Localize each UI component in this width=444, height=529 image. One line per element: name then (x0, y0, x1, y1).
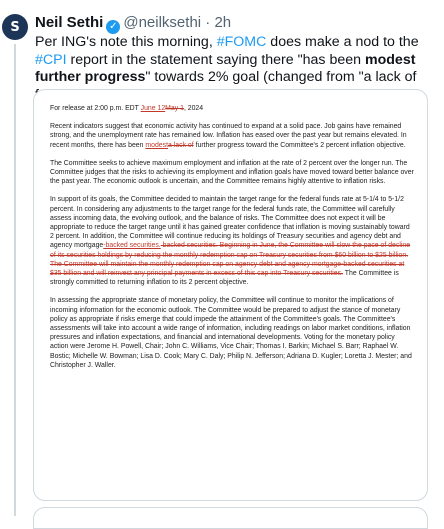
deleted-text: backed securities. Beginning in June, the Committee will slow the pace of decline of its securities holdings by reducing the monthly redemption cap on Treasury securities from $60 billion to $25 billion. The Committee will maintain the monthly redemption cap on agency debt and agency mortgage-backed securities at $35 billion and will reinvest any principal payments in excess of this cap into Treasury securities. (50, 242, 411, 278)
statement-paragraph-1 (50, 122, 414, 150)
hashtag-cpi[interactable]: #CPI (35, 51, 67, 68)
avatar[interactable] (2, 14, 28, 40)
release-year: , 2024 (183, 105, 204, 112)
paragraph-text: The Committee is strongly committed to returning inflation to its 2 percent objective. (50, 270, 399, 287)
tweet-bold-phrase: modest further progress (35, 51, 416, 85)
paragraph-text: In support of its goals, the Committee decided to maintain the target range for the federal funds rate at 5-1/4 to 5-1/2 percent. In considering any adjustments to the target range for the federal funds rate, the Committee will carefully assess incoming data, the evolving outlook, and the balance of risks. The Committee does not expect it will be appropriate to reduce the target range until it has gained greater confidence that inflation is moving sustainably toward 2 percent. In addition, the Committee will continue reducing its holdings of Treasury securities and agency debt and agency mortgage (50, 196, 410, 250)
author-name[interactable]: Neil Sethi (35, 14, 104, 31)
fomc-statement-document (50, 104, 414, 379)
separator-dot: · (205, 14, 211, 31)
statement-image[interactable] (33, 89, 428, 501)
tweet-text-part: does make a nod to the (266, 34, 419, 50)
inserted-text: modest (145, 141, 168, 149)
statement-paragraph-3 (50, 195, 414, 287)
release-date-old: May 1 (165, 105, 184, 112)
statement-paragraph-2: The Committee seeks to achieve maximum employment and inflation at the rate of 2 percent over the longer run. The Committee judges that the risks to achieving its employment and inflation goals have moved toward better balance over the past year. The economic outlook is uncertain, and the Committee remains highly attentive to inflation risks. (50, 159, 414, 186)
tweet-text-part: report in the statement saying there "has been (66, 51, 365, 68)
statement-paragraph-4: In assessing the appropriate stance of monetary policy, the Committee will continue to monitor the implications of incoming information for the economic outlook. The Committee would be prepared to adjust the stance of monetary policy as appropriate if risks emerge that could impede the attainment of the Committee's goals. The Committee's assessments will take into account a wide range of information, including readings on labor market conditions, inflation pressures and inflation expectations, and financial and international developments. Voting for the monetary policy action were Jerome H. Powell, Chair; John C. Williams, Vice Chair; Thomas I. Barkin; Michael S. Barr; Raphael W. Bostic; Michelle W. Bowman; Lisa D. Cook; Mary C. Daly; Philip N. Jefferson; Adriana D. Kugler; Loretta J. Mester; and Christopher J. Waller. (50, 297, 412, 369)
paragraph-text: Recent indicators suggest that economic activity has continued to expand at a solid pace. Job gains have remained strong, and the unemployment rate has remained low. Inflation has eased over the past year but remains elevated. In recent months, there has been (50, 123, 407, 149)
paragraph-text: further progress toward the Committee's 2 percent inflation objective. (193, 141, 406, 149)
thread-line (14, 44, 16, 516)
tweet-timestamp[interactable]: 2h (214, 14, 232, 31)
tweet-text-part: Per ING's note this morning, (35, 34, 217, 50)
hashtag-fomc[interactable]: #FOMC (216, 34, 267, 50)
verified-badge-icon: ✓ (106, 20, 120, 34)
release-line (50, 104, 414, 113)
author-handle[interactable]: @neilksethi (123, 14, 202, 31)
deleted-text: a lack of (168, 141, 194, 149)
inserted-text: -backed securities. (103, 242, 161, 250)
tweet-text-part: " towards 2% goal (changed from "a lack of (145, 69, 417, 85)
avatar-initial: S (10, 19, 20, 35)
release-prefix: For release at 2:00 p.m. EDT (50, 105, 141, 112)
tweet-header (35, 14, 438, 34)
next-tweet-card[interactable] (33, 507, 428, 529)
release-date-new: June 12 (140, 105, 166, 112)
